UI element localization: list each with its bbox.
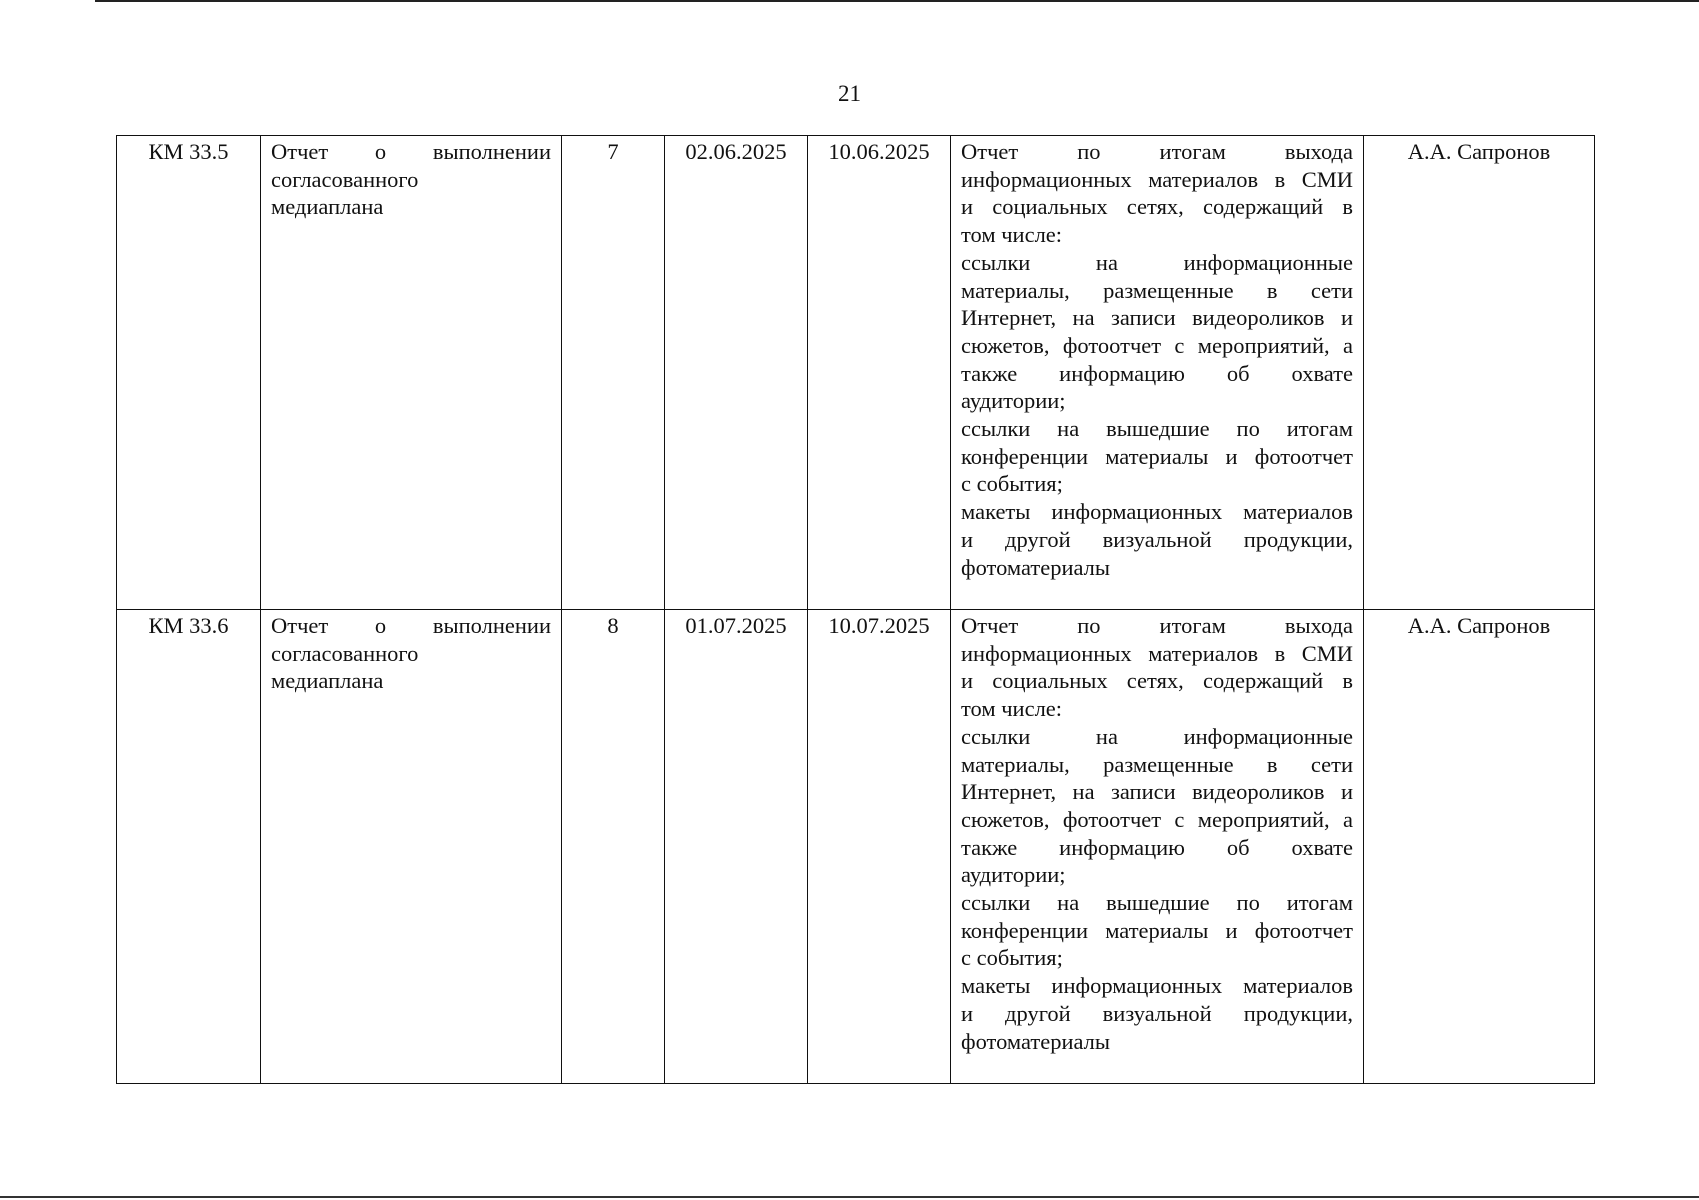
table-row [117,610,1595,1084]
scan-top-edge-line [95,0,1699,2]
cell-result-line: и другой визуальной продукции, [961,1000,1353,1026]
cell-result-line: аудитории; [961,388,1066,414]
cell-result-line: материалы, размещенные в сети [961,277,1353,303]
cell-result-line: ссылки на информационные [961,249,1353,275]
cell-name-line: согласованного [271,640,419,666]
cell-result-line: том числе: [961,222,1063,248]
cell-result-line: и другой визуальной продукции, [961,526,1353,552]
cell-result-line: аудитории; [961,862,1066,888]
cell-result-line: том числе: [961,696,1063,722]
cell-start-date: 02.06.2025 [665,136,808,610]
cell-code: КМ 33.5 [117,136,261,610]
cell-result-line: с события; [961,471,1063,497]
table-row [117,136,1595,610]
cell-result-line: с события; [961,945,1063,971]
cell-responsible: А.А. Сапронов [1364,136,1595,610]
cell-result-line: макеты информационных материалов [961,499,1353,525]
cell-result-line: макеты информационных материалов [961,973,1353,999]
cell-number: 8 [562,610,665,1084]
cell-result-line: конференции материалы и фотоотчет [961,917,1353,943]
cell-result-line: ссылки на информационные [961,723,1353,749]
cell-result-line: конференции материалы и фотоотчет [961,443,1353,469]
cell-result-line: фотоматериалы [961,554,1111,580]
cell-result [951,136,1364,610]
control-points-table [116,135,1595,1084]
cell-result-line: ссылки на вышедшие по итогам [961,890,1353,916]
cell-number: 7 [562,136,665,610]
cell-name-line: Отчет о выполнении [271,139,551,164]
cell-result-line: Отчет по итогам выхода [961,613,1353,638]
cell-result-line: также информацию об охвате [961,360,1353,386]
cell-result [951,610,1364,1084]
cell-start-date: 01.07.2025 [665,610,808,1084]
page-number: 21 [838,81,861,106]
cell-result-line: Отчет по итогам выхода [961,139,1353,164]
cell-result-line: фотоматериалы [961,1028,1111,1054]
cell-result-line: информационных материалов в СМИ [961,640,1353,666]
cell-result-line: сюжетов, фотоотчет с мероприятий, а [961,806,1353,832]
cell-result-line: материалы, размещенные в сети [961,751,1353,777]
cell-result-line: также информацию об охвате [961,834,1353,860]
cell-result-line: ссылки на вышедшие по итогам [961,416,1353,442]
cell-result-line: Интернет, на записи видеороликов и [961,305,1353,331]
cell-name-line: Отчет о выполнении [271,613,551,638]
cell-code: КМ 33.6 [117,610,261,1084]
cell-name-line: согласованного [271,166,419,192]
cell-name [261,610,562,1084]
cell-end-date: 10.07.2025 [808,610,951,1084]
cell-responsible: А.А. Сапронов [1364,610,1595,1084]
scan-bottom-edge-line [0,1196,1699,1198]
cell-name-line: медиаплана [271,194,384,220]
cell-name-line: медиаплана [271,668,384,694]
cell-name [261,136,562,610]
cell-result-line: и социальных сетях, содержащий в [961,194,1353,220]
cell-result-line: информационных материалов в СМИ [961,166,1353,192]
cell-result-line: и социальных сетях, содержащий в [961,668,1353,694]
cell-result-line: сюжетов, фотоотчет с мероприятий, а [961,332,1353,358]
cell-end-date: 10.06.2025 [808,136,951,610]
cell-result-line: Интернет, на записи видеороликов и [961,779,1353,805]
